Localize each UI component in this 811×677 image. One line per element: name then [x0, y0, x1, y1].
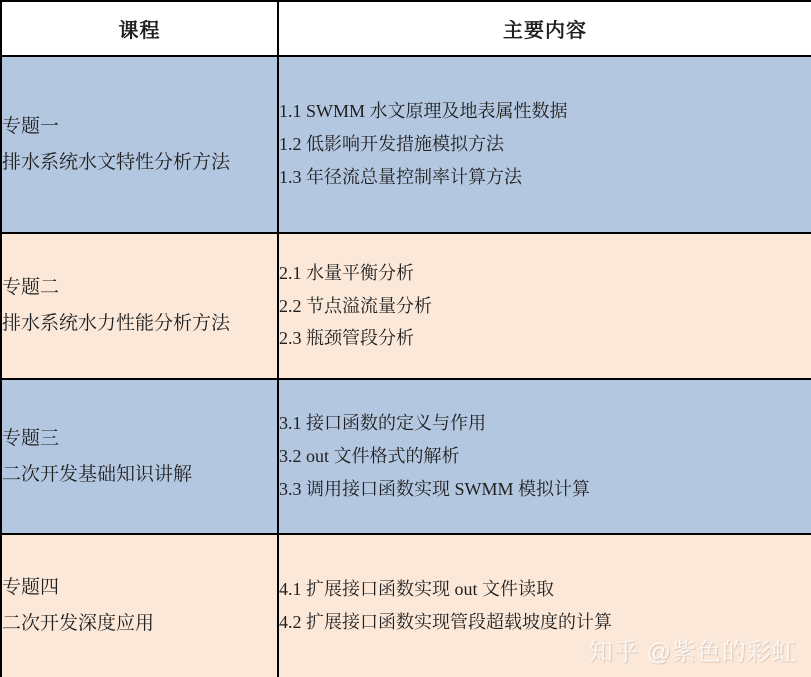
table-row-topic-2: [1, 233, 811, 379]
topic-subtitle: 排水系统水文特性分析方法: [2, 151, 231, 173]
content-item: 2.2 节点溢流量分析: [279, 295, 432, 316]
content-item: 3.2 out 文件格式的解析: [279, 446, 460, 467]
zhihu-watermark: 知乎 @紫色的彩虹: [588, 639, 797, 666]
topic-title: 专题三: [2, 427, 60, 449]
content-item: 2.1 水量平衡分析: [279, 262, 414, 283]
table-row-topic-3: [1, 379, 811, 534]
content-cell-topic-4: [278, 534, 811, 677]
content-item: 1.1 SWMM 水文原理及地表属性数据: [279, 101, 568, 122]
column-header-course: 课程: [1, 1, 278, 56]
table-row-topic-1: [1, 56, 811, 233]
table-row-topic-4: [1, 534, 811, 677]
content-item: 1.3 年径流总量控制率计算方法: [279, 166, 522, 187]
content-item: 4.1 扩展接口函数实现 out 文件读取: [279, 579, 554, 600]
content-item: 3.1 接口函数的定义与作用: [279, 413, 486, 434]
course-cell-topic-3: [1, 379, 278, 534]
content-item: 4.2 扩展接口函数实现管段超载坡度的计算: [279, 612, 612, 632]
topic-subtitle: 二次开发基础知识讲解: [2, 463, 193, 485]
topic-title: 专题四: [2, 577, 60, 599]
content-cell-topic-3: [278, 379, 811, 534]
column-header-content: 主要内容: [278, 1, 811, 56]
content-cell-topic-2: [278, 233, 811, 379]
content-item: 3.3 调用接口函数实现 SWMM 模拟计算: [279, 478, 591, 499]
table-header-row: [1, 1, 811, 56]
topic-subtitle: 二次开发深度应用: [2, 613, 155, 634]
topic-subtitle: 排水系统水力性能分析方法: [2, 313, 231, 334]
course-cell-topic-2: [1, 233, 278, 379]
content-item: 2.3 瓶颈管段分析: [279, 328, 414, 349]
content-item: 1.2 低影响开发措施模拟方法: [279, 134, 504, 155]
topic-title: 专题一: [2, 115, 60, 137]
course-cell-topic-4: [1, 534, 278, 677]
topic-title: 专题二: [2, 277, 60, 299]
course-cell-topic-1: [1, 56, 278, 233]
content-cell-topic-1: [278, 56, 811, 233]
